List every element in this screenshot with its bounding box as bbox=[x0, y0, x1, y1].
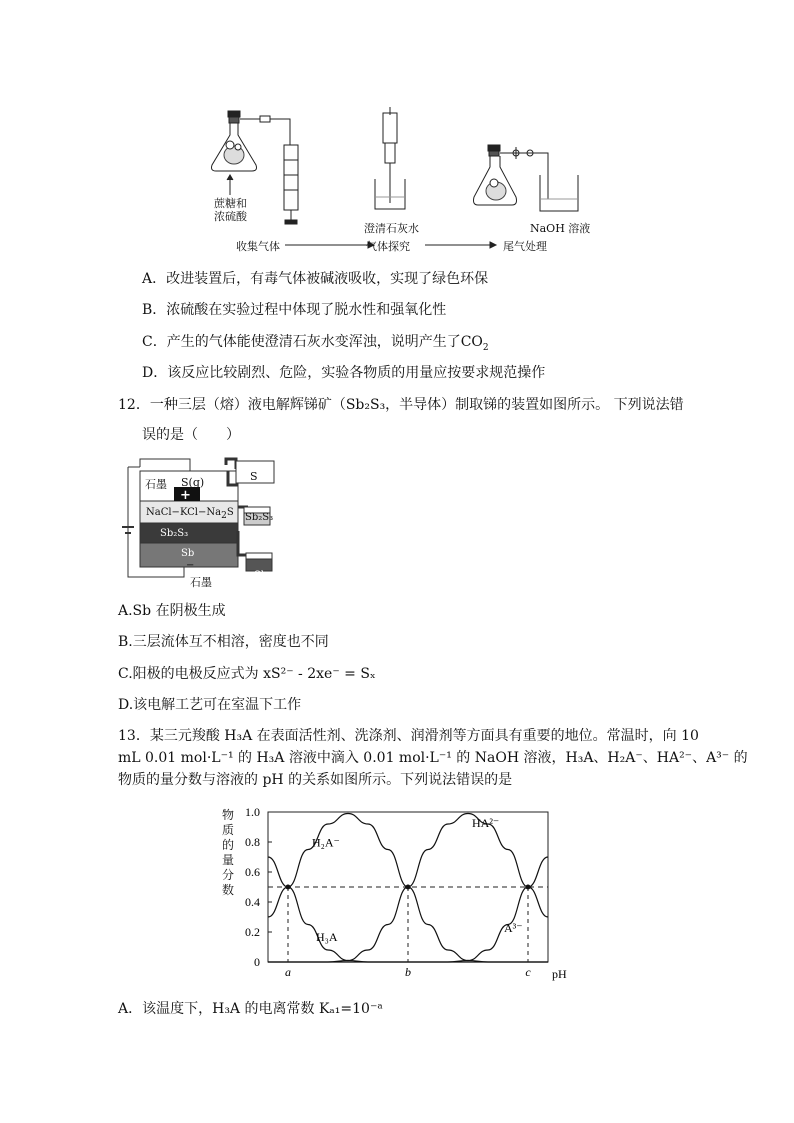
anode-plus: + bbox=[180, 488, 191, 503]
electrolyte-text: NaCl−KCl−Na bbox=[146, 507, 222, 518]
crossing-point bbox=[406, 885, 411, 890]
sb-layer-label: Sb bbox=[181, 548, 195, 559]
y-tick-label: 0.4 bbox=[245, 895, 260, 909]
q11-option-c-text: C．产生的气体能使澄清石灰水变浑浊，说明产生了CO bbox=[142, 334, 483, 350]
q12-option-a: A.Sb 在阴极生成 bbox=[118, 603, 226, 619]
sx-gas-s: S bbox=[181, 476, 189, 489]
electrolyte-tail: S bbox=[226, 507, 234, 518]
series-label-2: HA²⁻ bbox=[472, 816, 500, 830]
cathode-minus: − bbox=[186, 560, 195, 571]
graphite-top-label: 石墨 bbox=[145, 478, 167, 491]
step-collect: 收集气体 bbox=[236, 240, 280, 253]
tank-sb2s3-label: Sb₂S₃ bbox=[245, 512, 274, 523]
sb2s3-layer-label: Sb₂S₃ bbox=[160, 528, 189, 539]
q11-option-b: B．浓硫酸在实验过程中体现了脱水性和强氧化性 bbox=[142, 302, 447, 318]
flask1-label-2: 浓硫酸 bbox=[214, 210, 247, 223]
graphite-bottom-label: 石墨 bbox=[190, 576, 212, 589]
crossing-point bbox=[286, 885, 291, 890]
q12-option-b: B.三层流体互不相溶，密度也不同 bbox=[118, 634, 329, 650]
q12-option-d: D.该电解工艺可在室温下工作 bbox=[118, 697, 302, 713]
electrolyte-label bbox=[146, 507, 234, 521]
beaker-test bbox=[375, 107, 405, 209]
x-axis-label: pH bbox=[552, 967, 567, 981]
q11-option-c bbox=[142, 333, 489, 357]
tank-s-label: S bbox=[250, 470, 258, 483]
flask1-label-1: 蔗糖和 bbox=[214, 197, 247, 210]
q11-option-d: D．该反应比较剧烈、危险，实验各物质的用量应按要求规范操作 bbox=[142, 365, 546, 381]
y-tick-label: 0.2 bbox=[245, 925, 260, 939]
series-label-0: H₃A bbox=[316, 930, 338, 944]
limewater-label: 澄清石灰水 bbox=[364, 222, 419, 235]
species-fraction-chart bbox=[210, 800, 590, 985]
q13-stem-3: 物质的量分数与溶液的 pH 的关系如图所示。下列说法错误的是 bbox=[118, 772, 513, 788]
co2-subscript: 2 bbox=[482, 342, 489, 353]
flask-tail bbox=[474, 145, 579, 211]
q12-option-c: C.阳极的电极反应式为 xS²⁻ - 2xe⁻ = Sₓ bbox=[118, 666, 376, 682]
series-label-1: H₂A⁻ bbox=[312, 835, 340, 850]
q12-stem-2: 误的是（ ） bbox=[142, 427, 240, 443]
step-tail: 尾气处理 bbox=[503, 240, 547, 253]
q13-option-a: A．该温度下，H₃A 的电离常数 Kₐ₁=10⁻ᵃ bbox=[118, 1001, 383, 1017]
y-tick-label: 0.6 bbox=[245, 865, 260, 879]
q12-stem-1: 12．一种三层（熔）液电解辉锑矿（Sb₂S₃，半导体）制取锑的装置如图所示。 下列说法错 bbox=[118, 397, 684, 413]
q13-stem-2: mL 0.01 mol·L⁻¹ 的 H₃A 溶液中滴入 0.01 mol·L⁻¹ 的 NaOH 溶液，H₃A、H₂A⁻、HA²⁻、A³⁻ 的 bbox=[118, 750, 748, 766]
series-label-3: A³⁻ bbox=[504, 921, 523, 935]
step-probe: 气体探究 bbox=[366, 240, 410, 253]
y-tick-label: 0 bbox=[254, 955, 260, 969]
chart-y-label: 物质的量分数 bbox=[222, 808, 235, 897]
y-tick-label: 0.8 bbox=[245, 835, 260, 849]
electrolyte-sub: 2 bbox=[221, 511, 227, 521]
x-tick-label: b bbox=[405, 965, 411, 979]
y-tick-label: 1.0 bbox=[245, 805, 260, 819]
x-tick-label: a bbox=[285, 965, 291, 979]
crossing-point bbox=[526, 885, 531, 890]
tank-sb-label: Sb bbox=[254, 570, 268, 581]
naoh-label: NaOH 溶液 bbox=[530, 222, 591, 235]
sx-gas-tail: (g) bbox=[188, 476, 205, 489]
x-tick-label: c bbox=[525, 965, 531, 979]
q13-stem-1: 13．某三元羧酸 H₃A 在表面活性剂、洗涤剂、润滑剂等方面具有重要的地位。常温时，向 10 bbox=[118, 728, 699, 744]
q11-option-a: A．改进装置后，有毒气体被碱液吸收，实现了绿色环保 bbox=[142, 271, 489, 287]
